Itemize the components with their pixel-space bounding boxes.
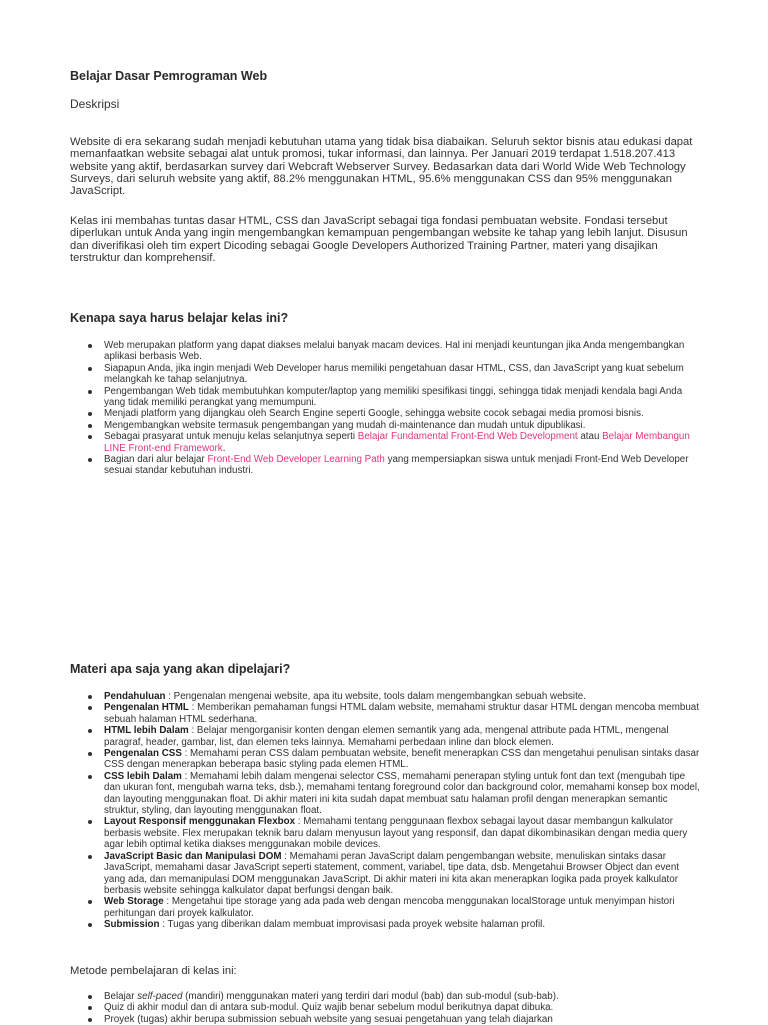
list-item-text: Mengembangkan website termasuk pengembangan yang mudah di-maintenance dan mudah untuk dipublikasi.: [104, 419, 586, 431]
topic-description: : Memahami peran CSS dalam pembuatan website, benefit menerapkan CSS dan mengetahui penulisan sintaks dasar CSS dengan menerapkan beberapa basic styling pada elemen HTML.: [104, 748, 700, 771]
list-item: [104, 431, 702, 454]
topic-description: : Belajar mengorganisir konten dengan elemen semantik yang ada, mengenal attribute pada HTML, mengenal paragraf, header, gambar, list, dan elemen teks lainnya. Memahami perbedaan inline dan block elemen.: [104, 725, 669, 748]
list-item: [104, 851, 702, 897]
list-item-text: Belajar: [104, 991, 138, 1002]
list-item-text: Bagian dari alur belajar: [104, 454, 208, 466]
method-list: [70, 991, 702, 1025]
list-item: [104, 919, 702, 930]
list-item-text: Web merupakan platform yang dapat diakses melalui banyak macam devices. Hal ini menjadi keuntungan jika Anda mengembangkan aplikasi berbasis Web.: [104, 340, 685, 363]
list-item: [104, 408, 702, 419]
topic-description: : Memberikan pemahaman fungsi HTML dalam website, memahami struktur dasar HTML dengan mencoba membuat sebuah halaman HTML sederhana.: [104, 702, 699, 725]
list-item-text: Proyek (tugas) akhir berupa submission sebuah website yang sesuai pengetahuan yang telah diajarkan: [104, 1013, 553, 1025]
topic-name: Pendahuluan: [104, 691, 166, 702]
list-item-text: .: [222, 442, 226, 454]
list-item-text: Siapapun Anda, jika ingin menjadi Web Developer harus memiliki pengetahuan dasar HTML, CSS, dan JavaScript yang kuat sebelum melangkah ke tahap selanjutnya.: [104, 362, 684, 386]
list-item-text: Quiz di akhir modul dan di antara sub-modul. Quiz wajib benar sebelum modul berikutnya dapat dibuka.: [104, 1002, 554, 1014]
list-item: [104, 363, 702, 386]
method-label: Metode pembelajaran di kelas ini:: [70, 965, 237, 977]
list-item: [104, 725, 702, 748]
list-item: [104, 386, 702, 409]
topic-name: Submission: [104, 919, 160, 931]
topic-name: HTML lebih Dalam: [104, 725, 189, 737]
page-title: Belajar Dasar Pemrograman Web: [70, 69, 268, 83]
list-item-text: yang mempersiapkan siswa untuk menjadi Front-End Web Developer sesuai standar kebutuhan industri.: [104, 454, 689, 477]
list-item: [104, 691, 702, 702]
list-item-text: Menjadi platform yang dijangkau oleh Search Engine seperti Google, sehingga website cocok sebagai media promosi bisnis.: [104, 408, 644, 420]
list-item: [104, 816, 702, 850]
topic-name: Pengenalan CSS: [104, 748, 182, 760]
list-item-text: Sebagai prasyarat untuk menuju kelas selanjutnya seperti: [104, 431, 358, 443]
topic-description: : Memahami lebih dalam mengenai selector CSS, memahami penerapan styling untuk font dan text (mengubah tipe dan ukuran font, mengubah warna teks, dsb.), memahami tentang foreground color dan background color, memahami konsep box model, dan layouting menggunakan float. Di akhir materi ini kita sudah dapat membuat satu halaman profil dengan menerapkan semantic struktur, styling, dan layouting menggunakan float.: [104, 770, 700, 817]
what-heading: Materi apa saja yang akan dipelajari?: [70, 662, 291, 676]
topic-description: : Mengetahui tipe storage yang ada pada web dengan mencoba menggunakan localStorage untuk menyimpan histori perhitungan dari proyek kalkulator.: [104, 896, 675, 919]
list-item: [104, 454, 702, 477]
topic-name: JavaScript Basic dan Manipulasi DOM: [104, 850, 282, 862]
topic-description: : Tugas yang diberikan dalam membuat improvisasi pada proyek website halaman profil.: [159, 919, 546, 931]
list-item: [104, 702, 702, 725]
list-item: [104, 1014, 702, 1025]
link-fundamental-front-end[interactable]: Belajar Fundamental Front-End Web Development: [357, 431, 578, 443]
topic-name: CSS lebih Dalam: [104, 770, 182, 782]
description-paragraph-1: Website di era sekarang sudah menjadi kebutuhan utama yang tidak bisa diabaikan. Seluruh sektor bisnis atau edukasi dapat memanfaatkan website sebagai alat untuk promosi, tukar informasi, dan lainnya. Per Januari 2019 terdapat 1.518.207.413 website yang aktif, berdasarkan survey dari Webcraft Webserver Survey. Bedasarkan data dari World Wide Web Technology Surveys, dari seluruh website yang aktif, 88.2% menggunakan HTML, 95.6% menggunakan CSS dan 95% menggunakan JavaScript.: [70, 136, 693, 198]
link-learning-path[interactable]: Front-End Web Developer Learning Path: [207, 454, 385, 466]
topic-name: Layout Responsif menggunakan Flexbox: [104, 816, 296, 828]
list-item: [104, 340, 702, 363]
why-heading: Kenapa saya harus belajar kelas ini?: [70, 311, 289, 325]
topic-description: : Memahami peran JavaScript dalam pengembangan website, menuliskan sintaks dasar JavaScript, memahami dasar JavaScript seperti statement, comment, variabel, tipe data, dsb. Mengetahui Browser Object dan event yang ada, dan memanipulasi DOM menggunakan JavaScript. Di akhir materi ini kita akan menerapkan logika pada proyek kalkulator berbasis website sehingga kalkulator dapat berfungsi dengan baik.: [104, 850, 680, 896]
list-item: [104, 748, 702, 771]
topic-name: Web Storage: [104, 896, 164, 908]
list-item-text: atau: [577, 431, 603, 443]
list-item-text: Pengembangan Web tidak membutuhkan komputer/laptop yang memiliki spesifikasi tinggi, sehingga tidak menjadi kendala bagi Anda yang tidak memiliki perangkat yang memumpuni.: [104, 385, 683, 409]
list-item: [104, 991, 702, 1002]
section-label-deskripsi: Deskripsi: [70, 97, 120, 111]
list-item: [104, 1002, 702, 1013]
list-item: [104, 420, 702, 431]
emphasis-text: self-paced: [137, 991, 183, 1002]
topic-description: : Memahami tentang penggunaan flexbox sebagai layout dasar membangun kalkulator berbasis website. Flex merupakan teknik baru dalam menyusun layout yang responsif, dan dapat dikombinasikan dengan media query agar lebih optimal ketika diakses menggunakan mobile devices.: [104, 816, 688, 851]
description-paragraph-2: Kelas ini membahas tuntas dasar HTML, CSS dan JavaScript sebagai tiga fondasi pembuatan website. Fondasi tersebut diperlukan untuk Anda yang ingin mengembangkan kemampuan pengembangan website ke tahap yang lebih lanjut. Disusun dan diverifikasi oleh tim expert Dicoding sebagai Google Developers Authorized Training Partner, materi yang disajikan terstruktur dan komprehensif.: [70, 215, 688, 264]
list-item: [104, 771, 702, 817]
topic-name: Pengenalan HTML: [104, 702, 189, 714]
why-list: [70, 340, 702, 477]
link-line-front-end-framework[interactable]: Belajar Membangun LINE Front-end Framework: [104, 431, 690, 454]
list-item-text: (mandiri) menggunakan materi yang terdiri dari modul (bab) dan sub-modul (sub-bab).: [182, 991, 559, 1002]
topic-description: : Pengenalan mengenai website, apa itu website, tools dalam mengembangkan sebuah website.: [165, 691, 586, 702]
list-item: [104, 896, 702, 919]
materi-list: [70, 691, 702, 931]
